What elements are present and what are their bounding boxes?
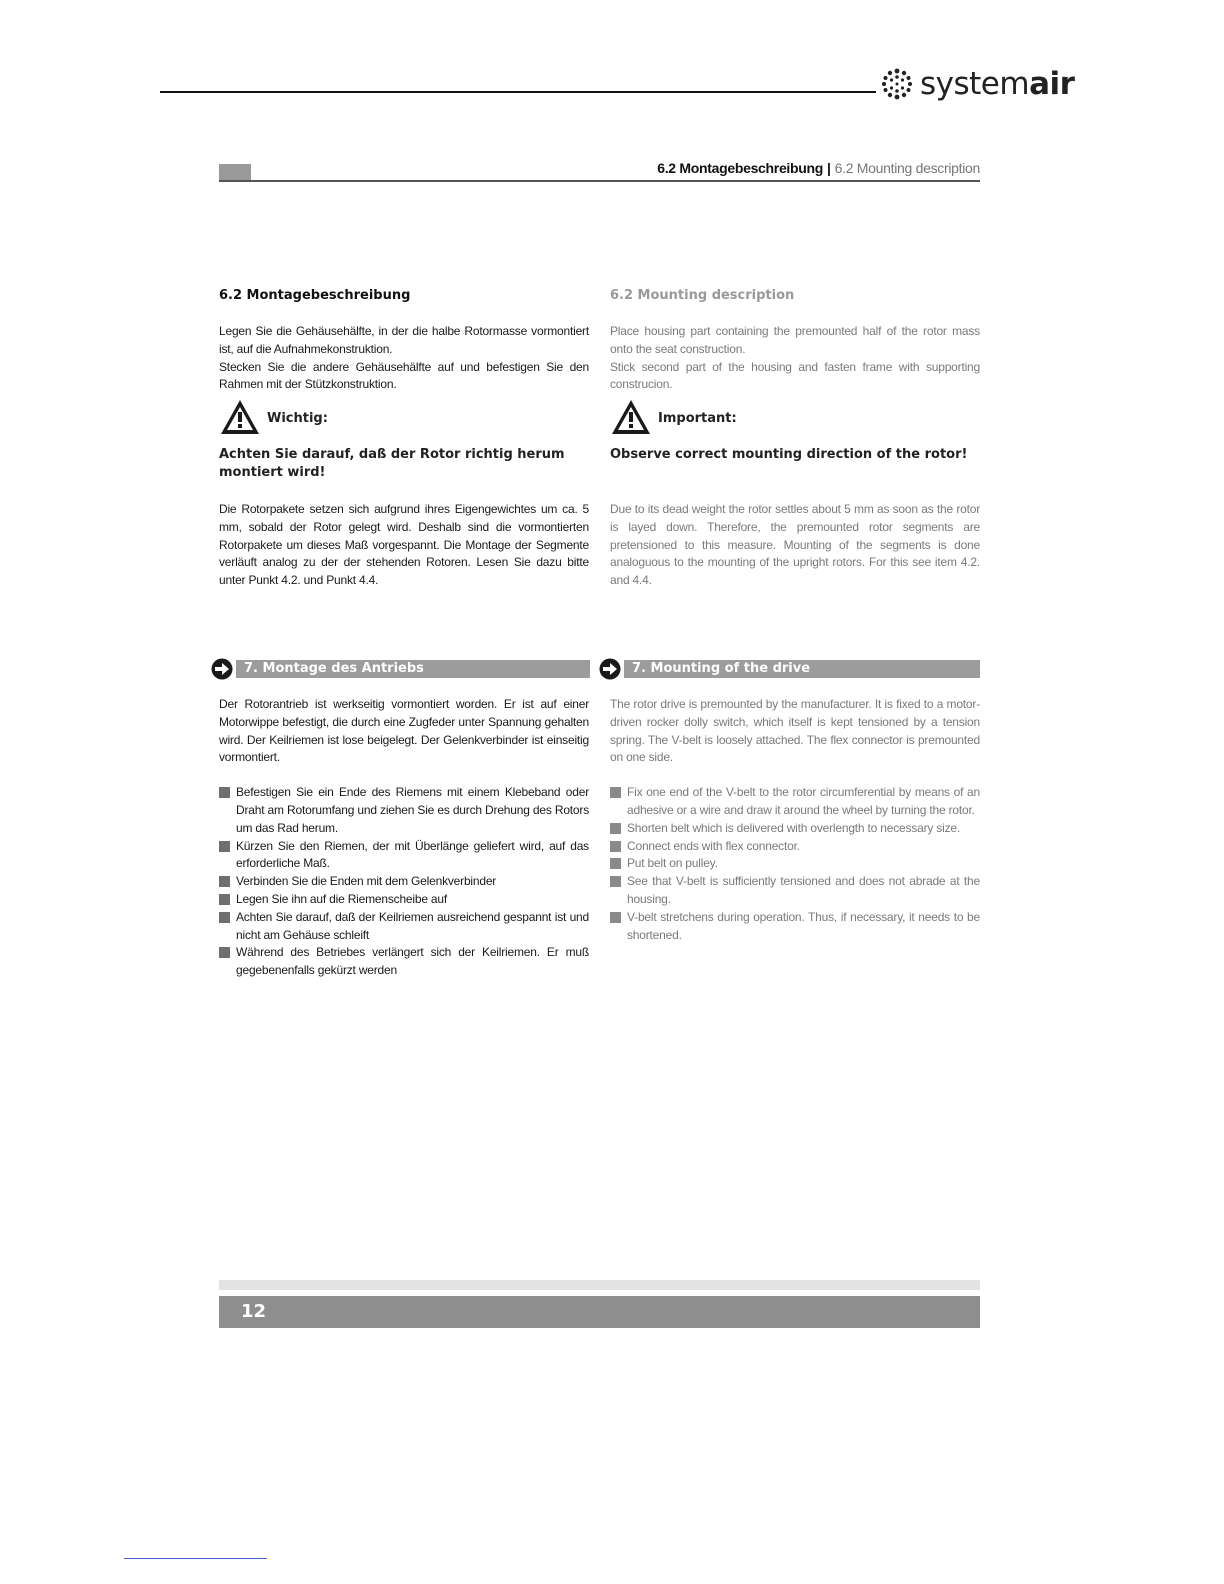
section-7-de (219, 696, 589, 980)
intro-62-de: Legen Sie die Gehäusehälfte, in der die halbe Rotormasse vormontiert ist, auf die Aufnahmekonstruktion. Stecken Sie die andere Gehäusehälfte auf und befestigen Sie den Rahmen mit der Stützkonstruktion. (219, 324, 589, 392)
arrow-right-icon (599, 658, 621, 680)
section-7-en (610, 696, 980, 944)
warning-icon (219, 398, 261, 436)
intro-62-en: Place housing part containing the premounted half of the rotor mass onto the seat construction. Stick second part of the housing and fasten frame with supporting construcion. (610, 324, 980, 392)
section-rule (219, 180, 980, 182)
footer-rule (219, 1280, 980, 1290)
steps-list-en (610, 784, 980, 944)
body-62-en: Due to its dead weight the rotor settles about 5 mm as soon as the rotor is layed down. Therefore, the premounted rotor segments are pretensioned to this measure. Mounting of the segments is done analoguous to the mounting of the upright rotors. For this see item 4.2. and 4.4. (610, 502, 980, 588)
heading-7-de: 7. Montage des Antriebs (244, 661, 424, 676)
warning-icon (610, 398, 652, 436)
list-item: V-belt stretchens during operation. Thus, if necessary, it needs to be shortened. (610, 909, 980, 945)
list-item: Achten Sie darauf, daß der Keilriemen ausreichend gespannt ist und nicht am Gehäuse schleift (219, 909, 589, 945)
warning-label-de: Wichtig: (267, 410, 328, 426)
heading-7-en: 7. Mounting of the drive (632, 661, 811, 676)
list-item: Befestigen Sie ein Ende des Riemens mit einem Klebeband oder Draht am Rotorumfang und ziehen Sie es durch Drehung des Rotors um das Rad herum. (219, 784, 589, 837)
body-62-de: Die Rotorpakete setzen sich aufgrund ihres Eigengewichtes um ca. 5 mm, sobald der Rotor gelegt wird. Deshalb sind die vormontierten Rotorpakete um dieses Maß vorgespannt. Die Montage der Segmente verläuft analog zu der der stehenden Rotoren. Lesen Sie dazu bitte unter Punkt 4.2. und Punkt 4.4. (219, 502, 589, 588)
section-bar-en (624, 660, 980, 678)
list-item: Legen Sie ihn auf die Riemenscheibe auf (219, 891, 589, 909)
intro-7-en: The rotor drive is premounted by the manufacturer. It is fixed to a motor-driven rocker dolly switch, which itself is kept tensioned by a tension spring. The V-belt is loosely attached. The flex connector is premounted on one side. (610, 697, 980, 765)
list-item: Verbinden Sie die Enden mit dem Gelenkverbinder (219, 873, 589, 891)
warning-text-de: Achten Sie darauf, daß der Rotor richtig herum montiert wird! (219, 447, 565, 480)
list-item: Put belt on pulley. (610, 855, 980, 873)
list-item: Shorten belt which is delivered with overlength to necessary size. (610, 820, 980, 838)
section-marker (219, 164, 251, 181)
page-number: 12 (241, 1301, 267, 1322)
systemair-dots-icon (880, 67, 914, 101)
heading-62-en: 6.2 Mounting description (610, 288, 795, 303)
warning-label-en: Important: (658, 410, 737, 426)
systemair-logo (880, 64, 1074, 104)
steps-list-de (219, 784, 589, 980)
brand-name: systemair (920, 66, 1075, 102)
list-item: Während des Betriebes verlängert sich der Keilriemen. Er muß gegebenenfalls gekürzt werden (219, 944, 589, 980)
arrow-right-icon (211, 658, 233, 680)
header-rule (160, 91, 876, 93)
section-title: 6.2 Montagebeschreibung | 6.2 Mounting description (657, 160, 980, 176)
warning-de (219, 398, 328, 436)
list-item: Fix one end of the V-belt to the rotor circumferential by means of an adhesive or a wire and draw it around the wheel by turning the rotor. (610, 784, 980, 820)
list-item: Kürzen Sie den Riemen, der mit Überlänge geliefert wird, auf das erforderliche Maß. (219, 838, 589, 874)
bottom-link-underline[interactable] (124, 1558, 267, 1559)
warning-text-en: Observe correct mounting direction of the rotor! (610, 447, 968, 462)
list-item: Connect ends with flex connector. (610, 838, 980, 856)
warning-en (610, 398, 737, 436)
section-bar-de (236, 660, 590, 678)
footer-bar (219, 1296, 980, 1328)
list-item: See that V-belt is sufficiently tensioned and does not abrade at the housing. (610, 873, 980, 909)
intro-7-de: Der Rotorantrieb ist werkseitig vormontiert worden. Er ist auf einer Motorwippe befestigt, die durch eine Zugfeder unter Spannung gehalten wird. Der Keilriemen ist lose beigelegt. Der Gelenkverbinder ist einseitig vormontiert. (219, 697, 589, 765)
heading-62-de: 6.2 Montagebeschreibung (219, 288, 411, 303)
